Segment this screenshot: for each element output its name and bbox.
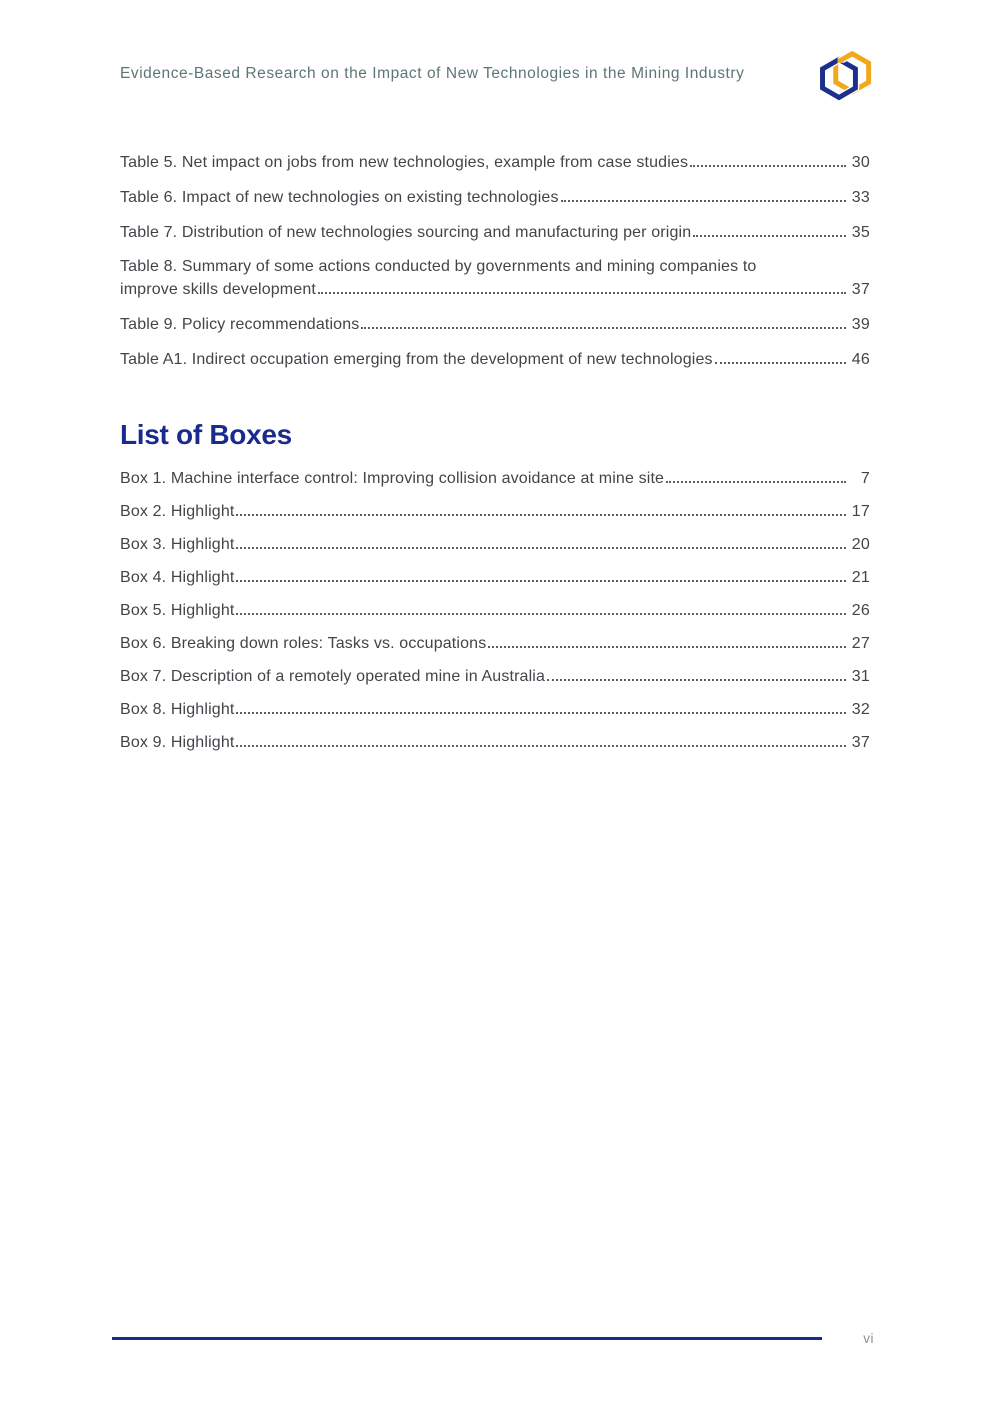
leader-dots bbox=[236, 533, 846, 549]
toc-entry-label: Box 9. Highlight bbox=[120, 734, 235, 751]
toc-entry-label: Box 2. Highlight bbox=[120, 503, 235, 520]
toc-entry-page: 37 bbox=[851, 734, 870, 751]
toc-entry-table-8 bbox=[120, 256, 870, 301]
interlocked-hexagons-logo-icon bbox=[815, 47, 877, 105]
toc-entry-page: 35 bbox=[851, 224, 870, 241]
running-head-title: Evidence-Based Research on the Impact of New Technologies in the Mining Industry bbox=[120, 65, 745, 82]
toc-entry-page: 33 bbox=[851, 189, 870, 206]
toc-entry-table-7 bbox=[120, 221, 870, 244]
leader-dots bbox=[236, 566, 846, 582]
toc-entry-label: Table 7. Distribution of new technologies sourcing and manufacturing per origin bbox=[120, 224, 692, 241]
toc-entry-table-a1 bbox=[120, 348, 870, 371]
toc-entry-label-line2: improve skills development bbox=[120, 281, 316, 298]
leader-dots bbox=[488, 632, 846, 648]
toc-entry-page: 20 bbox=[851, 536, 870, 553]
toc-entry-box-7 bbox=[120, 665, 870, 688]
toc-entry-label: Table 5. Net impact on jobs from new technologies, example from case studies bbox=[120, 154, 689, 171]
toc-entry-page: 26 bbox=[851, 602, 870, 619]
toc-entry-box-2 bbox=[120, 500, 870, 523]
toc-entry-label: Table 6. Impact of new technologies on existing technologies bbox=[120, 189, 559, 206]
toc-entry-page: 27 bbox=[851, 635, 870, 652]
toc-entry-label: Box 5. Highlight bbox=[120, 602, 235, 619]
toc-entry-page: 39 bbox=[851, 316, 870, 333]
toc-entry-page: 37 bbox=[851, 281, 870, 298]
leader-dots bbox=[318, 278, 846, 294]
toc-entry-label: Box 7. Description of a remotely operated mine in Australia bbox=[120, 668, 546, 685]
toc-entry-box-6 bbox=[120, 632, 870, 655]
toc-entry-box-9 bbox=[120, 731, 870, 754]
toc-entry-box-3 bbox=[120, 533, 870, 556]
leader-dots bbox=[236, 500, 846, 516]
toc-entry-label: Box 8. Highlight bbox=[120, 701, 235, 718]
toc-entry-box-8 bbox=[120, 698, 870, 721]
toc-entry-box-1 bbox=[120, 467, 870, 490]
toc-entry-line2 bbox=[120, 278, 870, 301]
footer-rule bbox=[112, 1337, 822, 1340]
leader-dots bbox=[236, 698, 846, 714]
toc-entry-label: Box 4. Highlight bbox=[120, 569, 235, 586]
toc-entry-label: Box 1. Machine interface control: Improving collision avoidance at mine site bbox=[120, 470, 665, 487]
toc-entry-page: 46 bbox=[851, 351, 870, 368]
toc-entry-table-5 bbox=[120, 151, 870, 174]
toc-entry-label: Box 6. Breaking down roles: Tasks vs. occupations bbox=[120, 635, 487, 652]
page-footer bbox=[112, 1331, 874, 1346]
leader-dots bbox=[561, 186, 846, 202]
toc-entry-label: Table 8. Summary of some actions conducted by governments and mining companies to bbox=[120, 258, 757, 275]
toc-entry-label: Table A1. Indirect occupation emerging from the development of new technologies bbox=[120, 351, 713, 368]
leader-dots bbox=[547, 665, 846, 681]
toc-entry-page: 7 bbox=[860, 470, 870, 487]
leader-dots bbox=[361, 313, 846, 329]
page-header bbox=[120, 47, 877, 105]
toc-entry-page: 31 bbox=[851, 668, 870, 685]
toc-entry-page: 30 bbox=[851, 154, 870, 171]
page-number: vi bbox=[863, 1331, 874, 1346]
toc-entry-page: 17 bbox=[851, 503, 870, 520]
toc-entry-box-5 bbox=[120, 599, 870, 622]
leader-dots bbox=[693, 221, 846, 237]
toc-entry-page: 32 bbox=[851, 701, 870, 718]
leader-dots bbox=[236, 731, 846, 747]
list-of-boxes bbox=[120, 419, 870, 754]
leader-dots bbox=[666, 467, 846, 483]
toc-entry-label: Box 3. Highlight bbox=[120, 536, 235, 553]
list-of-tables bbox=[120, 151, 870, 754]
section-heading-list-of-boxes: List of Boxes bbox=[120, 419, 292, 450]
toc-entry-page: 21 bbox=[851, 569, 870, 586]
leader-dots bbox=[690, 151, 846, 167]
toc-entry-box-4 bbox=[120, 566, 870, 589]
toc-entry-table-6 bbox=[120, 186, 870, 209]
toc-entry-label: Table 9. Policy recommendations bbox=[120, 316, 360, 333]
toc-entry-table-9 bbox=[120, 313, 870, 336]
leader-dots bbox=[236, 599, 846, 615]
leader-dots bbox=[715, 348, 846, 364]
